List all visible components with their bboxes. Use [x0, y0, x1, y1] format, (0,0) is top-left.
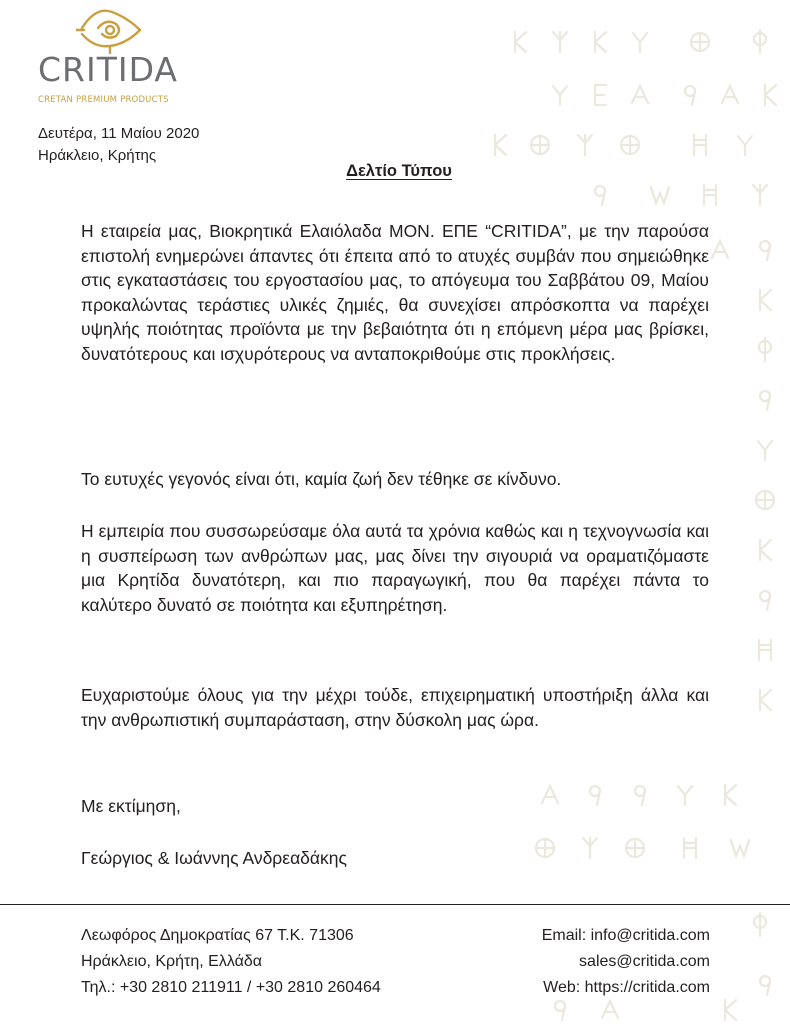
- letter-date: Δευτέρα, 11 Μαίου 2020: [38, 125, 200, 142]
- footer-address-block: [81, 923, 381, 1001]
- dateline: [38, 123, 199, 167]
- paragraph-no-injuries: Το ευτυχές γεγονός είναι ότι, καμία ζωή δεν τέθηκε σε κίνδυνο.: [81, 469, 562, 489]
- footer-address: Λεωφόρος Δημοκρατίας 67 Τ.Κ. 71306: [81, 927, 354, 944]
- footer-email: Email: info@critida.com: [541, 927, 710, 944]
- closing-salutation: Με εκτίμηση,: [81, 796, 181, 816]
- footer-web: Web: https://critida.com: [543, 979, 710, 996]
- brand-tagline: CRETAN PREMIUM PRODUCTS: [38, 95, 169, 105]
- paragraph-statement: Η εταιρεία μας, Βιοκρητικά Ελαιόλαδα ΜΟΝ. ΕΠΕ “CRITIDA”, με την παρούσα επιστολή ενημερώνει άπαντες ότι έπειτα από το ατυχές συμβάν που σημειώθηκε στις εγκαταστάσεις του εργοστασίου μας, το απόγευμα του Σαββάτου 09, Μαίου προκαλώντας τεράστιες υλικές ζημιές, θα συνεχίσει απρόσκοπτα να παρέχει υψηλής ποιότητας προϊόντα με την βεβαιότητα ότι η επόμενη μέρα μας βρίσκει, δυνατότερους και ισχυρότερους να ανταποκριθούμε στις προκλήσεις.: [81, 221, 709, 364]
- footer-city: Ηράκλειο, Κρήτη, Ελλάδα: [81, 953, 262, 970]
- company-logo: [38, 8, 198, 108]
- footer-contact-block: [542, 923, 710, 1001]
- leaf-eye-emblem-icon: [76, 8, 146, 54]
- brand-wordmark: CRITIDA: [38, 50, 178, 89]
- letter-place: Ηράκλειο, Κρήτης: [38, 147, 157, 164]
- document-title: Δελτίο Τύπου: [346, 162, 452, 180]
- signatories: Γεώργιος & Ιωάννης Ανδρεαδάκης: [81, 848, 347, 868]
- document-title-container: [0, 162, 790, 181]
- paragraph-experience: Η εμπειρία που συσσωρεύσαμε όλα αυτά τα χρόνια καθώς και η τεχνογνωσία και η συσπείρωση των ανθρώπων μας, μας δίνει την σιγουριά να οραματιζόμαστε μια Κρητίδα δυνατότερη, και πιο παραγωγική, που θα παρέχει πάντα το καλύτερο δυνατό σε ποιότητα και εξυπηρέτηση.: [81, 521, 709, 615]
- footer-divider: [0, 904, 790, 905]
- footer-phone: Τηλ.: +30 2810 211911 / +30 2810 260464: [81, 979, 381, 996]
- footer-email-sales: sales@critida.com: [579, 953, 710, 970]
- paragraph-thanks: Ευχαριστούμε όλους για την μέχρι τούδε, επιχειρηματική υποστήριξη άλλα και την ανθρωπιστική συμπαράσταση, στην δύσκολη μας ώρα.: [81, 685, 709, 730]
